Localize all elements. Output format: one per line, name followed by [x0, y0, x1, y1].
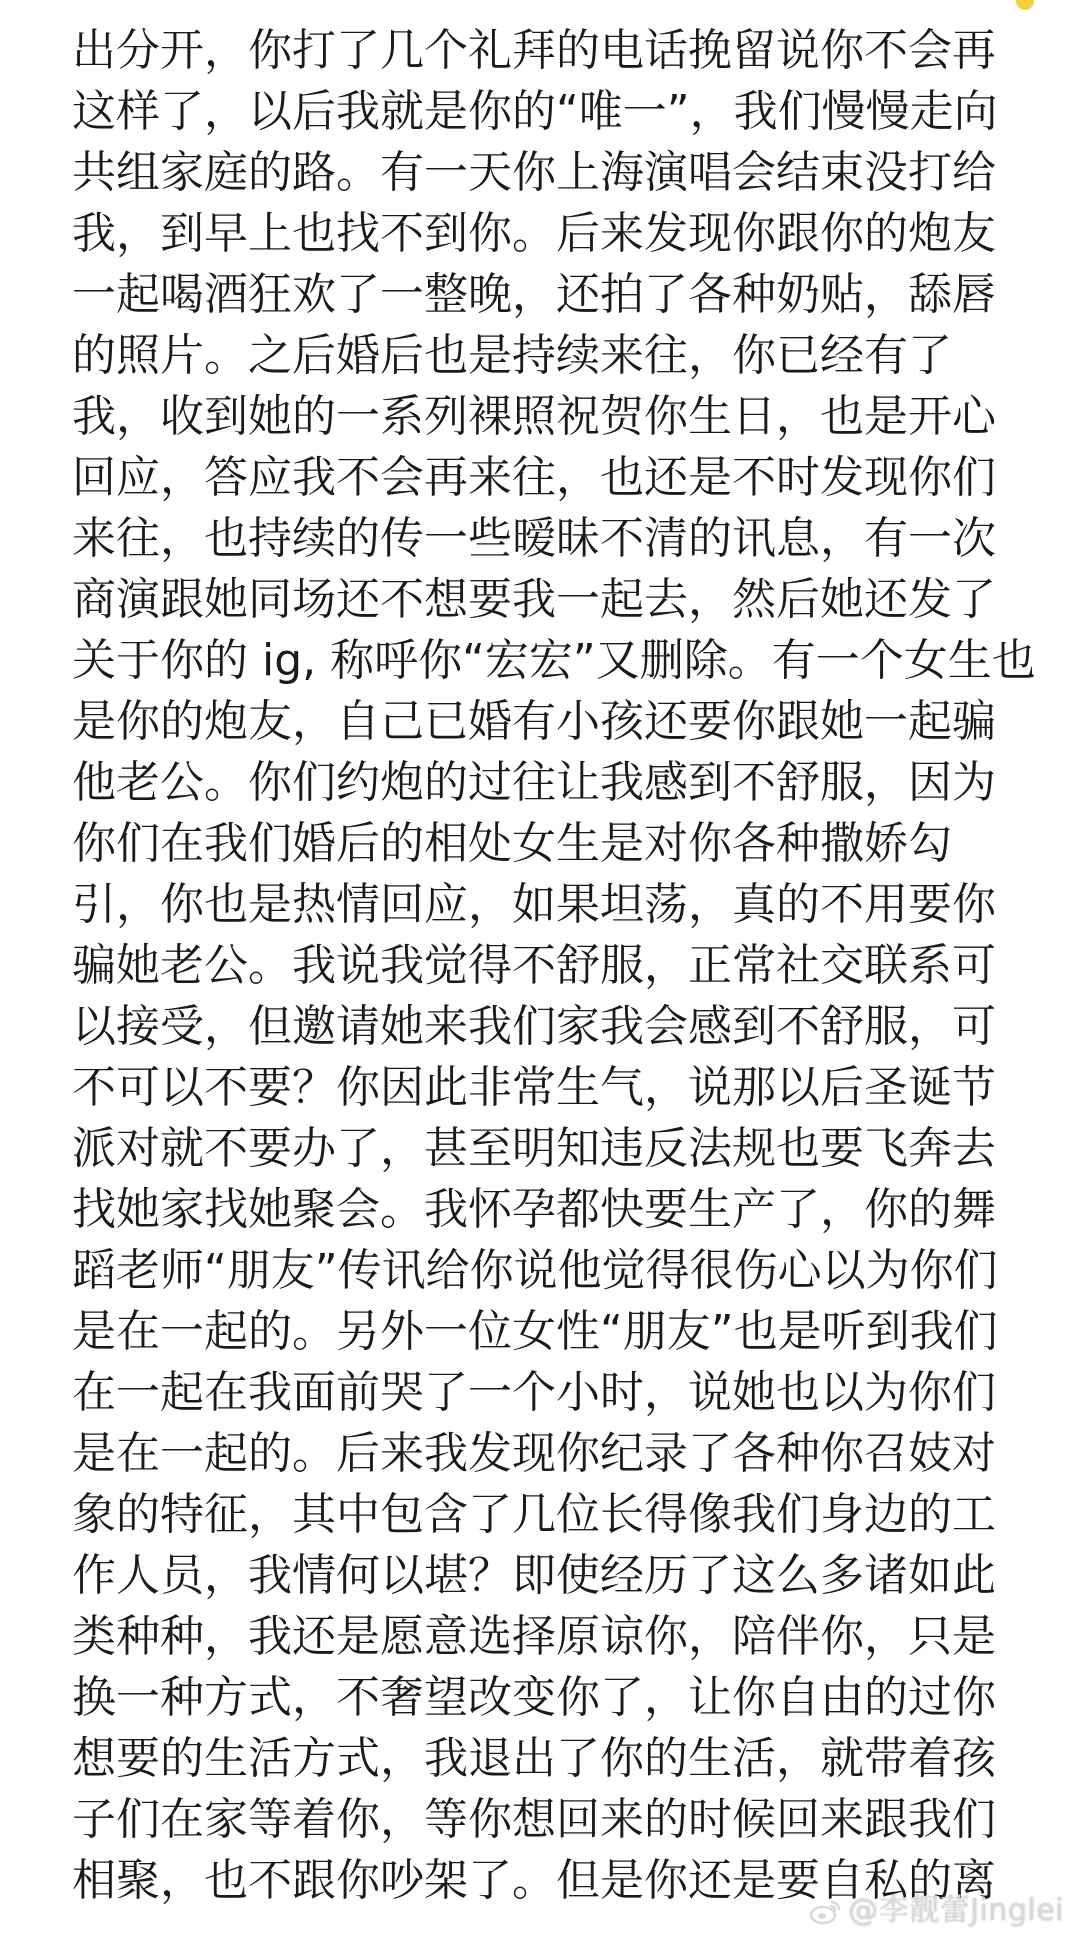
text-line: 商演跟她同场还不想要我一起去，然后她还发了 [72, 574, 996, 625]
text-line: 引，你也是热情回应，如果坦荡，真的不用要你 [72, 879, 996, 930]
text-line: 关于你的 ig, 称呼你“宏宏”又删除。有一个女生也 [72, 635, 1036, 686]
weibo-logo-icon [808, 1898, 842, 1926]
text-line: 是在一起的。后来我发现你纪录了各种你召妓对 [72, 1428, 996, 1479]
text-line: 不可以不要？你因此非常生气，说那以后圣诞节 [72, 1062, 996, 1113]
text-line: 相聚，也不跟你吵架了。但是你还是要自私的离 [72, 1855, 996, 1906]
text-line: 来往，也持续的传一些暧昧不清的讯息，有一次 [72, 513, 996, 564]
text-line: 换一种方式，不奢望改变你了，让你自由的过你 [72, 1672, 996, 1723]
text-line: 类种种，我还是愿意选择原谅你，陪伴你，只是 [72, 1611, 996, 1662]
text-line: 想要的生活方式，我退出了你的生活，就带着孩 [72, 1733, 996, 1784]
text-line: 我，收到她的一系列裸照祝贺你生日，也是开心 [72, 391, 996, 442]
text-line: 作人员，我情何以堪？即使经历了这么多诸如此 [72, 1550, 996, 1601]
text-line: 一起喝酒狂欢了一整晚，还拍了各种奶贴，舔唇 [72, 269, 996, 320]
text-line: 出分开，你打了几个礼拜的电话挽留说你不会再 [72, 25, 996, 76]
text-line: 这样了，以后我就是你的“唯一”，我们慢慢走向 [72, 86, 998, 137]
text-line: 以接受，但邀请她来我们家我会感到不舒服，可 [72, 1001, 996, 1052]
text-line: 骗她老公。我说我觉得不舒服，正常社交联系可 [72, 940, 996, 991]
text-line: 子们在家等着你，等你想回来的时候回来跟我们 [72, 1794, 996, 1845]
text-line: 的照片。之后婚后也是持续来往，你已经有了 [72, 330, 952, 381]
watermark-text: @李靓蕾Jinglei [848, 1893, 1064, 1928]
text-line: 回应，答应我不会再来往，也还是不时发现你们 [72, 452, 996, 503]
text-line: 找她家找她聚会。我怀孕都快要生产了，你的舞 [72, 1184, 996, 1235]
text-line: 共组家庭的路。有一天你上海演唱会结束没打给 [72, 147, 996, 198]
weibo-watermark [808, 1894, 1064, 1928]
text-line: 他老公。你们约炮的过往让我感到不舒服，因为 [72, 757, 996, 808]
yellow-dot-decoration [1016, 0, 1034, 10]
text-line: 是你的炮友，自己已婚有小孩还要你跟她一起骗 [72, 696, 996, 747]
text-line: 我，到早上也找不到你。后来发现你跟你的炮友 [72, 208, 996, 259]
text-line: 象的特征，其中包含了几位长得像我们身边的工 [72, 1489, 996, 1540]
text-line: 派对就不要办了，甚至明知违反法规也要飞奔去 [72, 1123, 996, 1174]
letter-body [72, 20, 1036, 1911]
text-line: 是在一起的。另外一位女性“朋友”也是听到我们 [72, 1306, 998, 1357]
text-line: 蹈老师“朋友”传讯给你说他觉得很伤心以为你们 [72, 1245, 998, 1296]
text-line: 在一起在我面前哭了一个小时，说她也以为你们 [72, 1367, 996, 1418]
text-line: 你们在我们婚后的相处女生是对你各种撒娇勾 [72, 818, 952, 869]
